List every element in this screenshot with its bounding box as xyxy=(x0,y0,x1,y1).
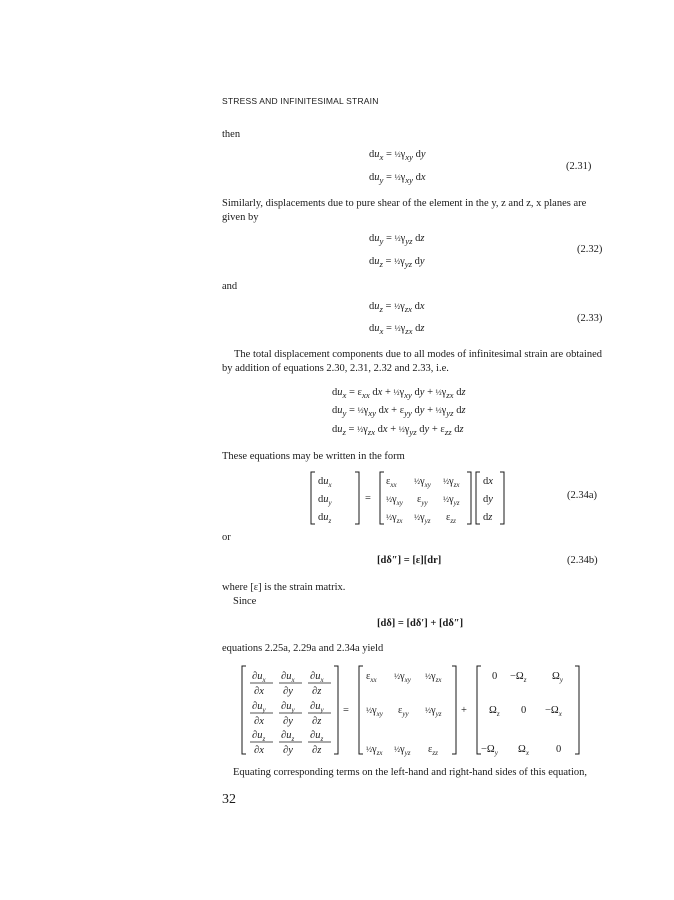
svg-text:½γxy: $\frac{1}{2}\gamma_{xy}$ xyxy=(414,476,431,489)
paragraph-similarly: Similarly, displacements due to pure shear of the element in the y, z and z, x planes are given by xyxy=(222,198,587,223)
svg-text:−Ωx: $-\Omega_x$ xyxy=(545,705,562,718)
svg-text:∂z: ∂z xyxy=(312,745,322,756)
svg-text:εxx: $\varepsilon_{xx}$ xyxy=(366,671,377,684)
svg-text:∂y: ∂y xyxy=(283,716,293,727)
eq-sum-line-2: $du_y$ = $\frac{1}{2}\gamma_{xy}$ dx + $\varepsilon_{yy}$ dy + $\frac{1}{2}\gamma_{yz}$ dz xyxy=(332,405,466,419)
svg-text:∂uz: $\partial u_z$ xyxy=(310,730,324,743)
svg-text:εxx: $\varepsilon_{xx}$ xyxy=(386,476,397,489)
page-number: 32 xyxy=(222,792,236,807)
svg-text:½γzx: $\frac{1}{2}\gamma_{zx}$ xyxy=(443,476,460,489)
svg-text:=: = xyxy=(365,493,371,504)
eq-2-34b: [dδ″] = [ε][dr] xyxy=(377,555,442,566)
svg-text:½γyz: $\frac{1}{2}\gamma_{yz}$ xyxy=(394,744,411,757)
svg-text:−Ωy: $-\Omega_y$ xyxy=(481,744,498,757)
svg-text:½γzx: $\frac{1}{2}\gamma_{zx}$ xyxy=(366,744,383,757)
eq-2-34a-matrix xyxy=(310,470,520,526)
eq-2-33-number: (2.33) xyxy=(577,313,603,324)
svg-text:duz: $du_z$ xyxy=(318,512,332,525)
eq-sum-line-3: $du_z$ = $\frac{1}{2}\gamma_{zx}$ dx + $\frac{1}{2}\gamma_{yz}$ dy + $\varepsilon_{zz}$ dz xyxy=(332,424,464,438)
svg-text:∂uy: $\partial u_y$ xyxy=(252,701,266,714)
svg-text:0: 0 xyxy=(492,671,498,682)
text-where: where [ε] is the strain matrix. xyxy=(222,582,346,593)
text-equating: Equating corresponding terms on the left-hand and right-hand sides of this equation, xyxy=(233,767,588,778)
svg-text:∂ux: $\partial u_x$ xyxy=(310,671,324,684)
eq-since: [dδ] = [dδ′] + [dδ″] xyxy=(377,618,464,629)
eq-2-32-line-2: $du_z$ = $\frac{1}{2}\gamma_{yz}$ dy xyxy=(369,256,425,270)
eq-sum-line-1: $du_x = \varepsilon_{xx}$ dx + $\frac{1}{2}\gamma_{xy}$ dy + $\frac{1}{2}\gamma_{zx}$ dz xyxy=(332,387,466,401)
eq-2-32-line-1: $du_y$ = $\frac{1}{2}\gamma_{yz}$ dz xyxy=(369,233,425,247)
svg-text:½γzx: $\frac{1}{2}\gamma_{zx}$ xyxy=(386,512,403,525)
eq-2-32-number: (2.32) xyxy=(577,244,603,255)
svg-text:∂ux: $\partial u_x$ xyxy=(281,671,295,684)
svg-text:εyy: $\varepsilon_{yy}$ xyxy=(417,494,428,507)
text-these: These equations may be written in the form xyxy=(222,451,405,462)
svg-text:0: 0 xyxy=(556,744,562,755)
text-and: and xyxy=(222,281,238,292)
text-equations-yield: equations 2.25a, 2.29a and 2.34a yield xyxy=(222,643,384,654)
svg-text:εzz: $\varepsilon_{zz}$ xyxy=(446,512,456,525)
svg-text:∂z: ∂z xyxy=(312,716,322,727)
svg-text:∂y: ∂y xyxy=(283,686,293,697)
svg-text:½γxy: $\frac{1}{2}\gamma_{xy}$ xyxy=(366,705,383,718)
eq-gradient-matrix xyxy=(240,662,590,758)
svg-text:½γyz: $\frac{1}{2}\gamma_{yz}$ xyxy=(414,512,431,525)
svg-text:−Ωz: $-\Omega_z$ xyxy=(510,671,527,684)
svg-text:εyy: $\varepsilon_{yy}$ xyxy=(398,705,409,718)
svg-text:½γyz: $\frac{1}{2}\gamma_{yz}$ xyxy=(425,705,442,718)
eq-2-33-line-2: $du_x$ = $\frac{1}{2}\gamma_{zx}$ dz xyxy=(369,323,425,337)
svg-text:0: 0 xyxy=(521,705,527,716)
svg-text:Ωx: $\Omega_x$ xyxy=(518,744,529,757)
svg-text:∂uy: $\partial u_y$ xyxy=(281,701,295,714)
svg-text:dx: dx xyxy=(483,476,493,487)
svg-text:∂ux: $\partial u_x$ xyxy=(252,671,266,684)
svg-text:Ωy: $\Omega_y$ xyxy=(552,671,563,684)
svg-text:dy: dy xyxy=(483,494,493,505)
eq-2-31-line-1: $du_x$ = $\frac{1}{2}\gamma_{xy}$ dy xyxy=(369,149,426,163)
text-then: then xyxy=(222,129,241,140)
svg-text:½γzx: $\frac{1}{2}\gamma_{zx}$ xyxy=(425,671,442,684)
eq-2-34a-number: (2.34a) xyxy=(567,490,598,501)
svg-text:∂z: ∂z xyxy=(312,686,322,697)
svg-text:+: + xyxy=(461,705,467,716)
running-header: STRESS AND INFINITESIMAL STRAIN xyxy=(222,96,379,106)
eq-2-34b-number: (2.34b) xyxy=(567,555,598,566)
svg-text:∂x: ∂x xyxy=(254,686,264,697)
svg-text:Ωz: $\Omega_z$ xyxy=(489,705,500,718)
eq-2-31-number: (2.31) xyxy=(566,161,592,172)
paragraph-total: The total displacement components due to all modes of infinitesimal strain are obtained by addition of equations 2.30, 2.31, 2.32 and 2.33, i.e. xyxy=(222,349,602,374)
text-or: or xyxy=(222,532,231,543)
svg-text:∂x: ∂x xyxy=(254,716,264,727)
svg-text:=: = xyxy=(343,705,349,716)
svg-text:∂uy: $\partial u_y$ xyxy=(310,701,324,714)
svg-text:dux: $du_x$ xyxy=(318,476,332,489)
svg-text:∂uz: $\partial u_z$ xyxy=(252,730,266,743)
eq-2-31-line-2: $du_y$ = $\frac{1}{2}\gamma_{xy}$ dx xyxy=(369,172,426,186)
svg-text:εzz: $\varepsilon_{zz}$ xyxy=(428,744,438,757)
svg-text:½γyz: $\frac{1}{2}\gamma_{yz}$ xyxy=(443,494,460,507)
svg-text:∂uz: $\partial u_z$ xyxy=(281,730,295,743)
eq-2-33-line-1: $du_z$ = $\frac{1}{2}\gamma_{zx}$ dx xyxy=(369,301,425,315)
svg-text:∂y: ∂y xyxy=(283,745,293,756)
text-since: Since xyxy=(233,596,257,607)
svg-text:½γxy: $\frac{1}{2}\gamma_{xy}$ xyxy=(394,671,411,684)
svg-text:dz: dz xyxy=(483,512,493,523)
svg-text:∂x: ∂x xyxy=(254,745,264,756)
svg-text:duy: $du_y$ xyxy=(318,494,332,507)
svg-text:½γxy: $\frac{1}{2}\gamma_{xy}$ xyxy=(386,494,403,507)
